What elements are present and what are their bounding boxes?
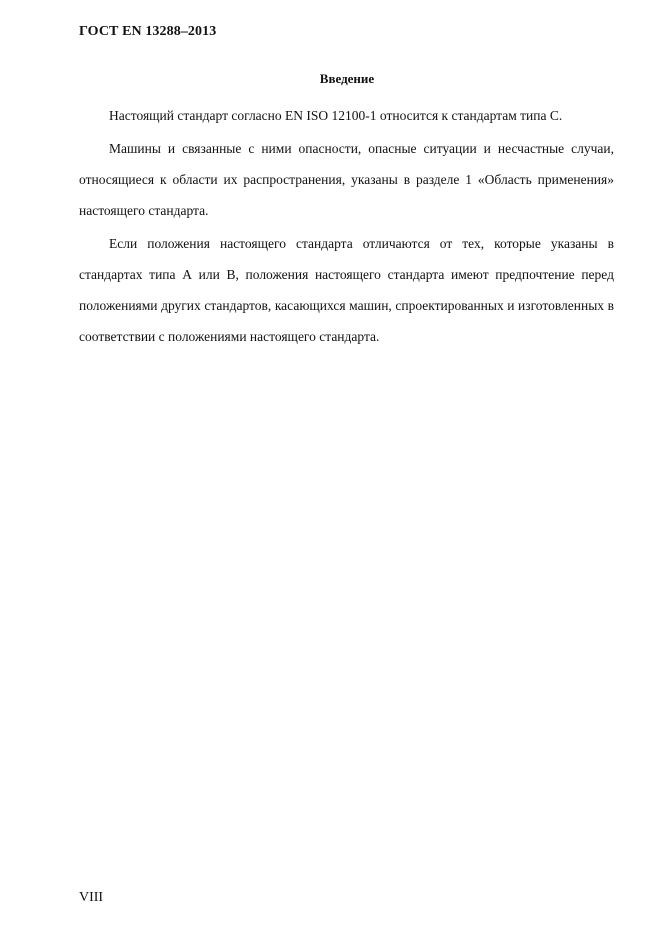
document-code-header: ГОСТ EN 13288–2013 bbox=[79, 24, 217, 39]
section-title: Введение bbox=[319, 71, 375, 86]
paragraph-2: Машины и связанные с ними опасности, опасные ситуации и несчастные случаи, относящиеся к области их распространения, указаны в разделе 1 «Область применения» настоящего стандарта. bbox=[79, 141, 614, 218]
paragraph-3: Если положения настоящего стандарта отличаются от тех, которые указаны в стандартах типа А или В, положения настоящего стандарта имеют предпочтение перед положениями других стандартов, касающихся машин, спроектированных и изготовленных в соответствии с положениями настоящего стандарта. bbox=[79, 236, 614, 344]
page-number: VIII bbox=[79, 890, 104, 905]
body-text bbox=[79, 100, 614, 354]
paragraph-1: Настоящий стандарт согласно EN ISO 12100-1 относится к стандартам типа С. bbox=[109, 108, 563, 123]
